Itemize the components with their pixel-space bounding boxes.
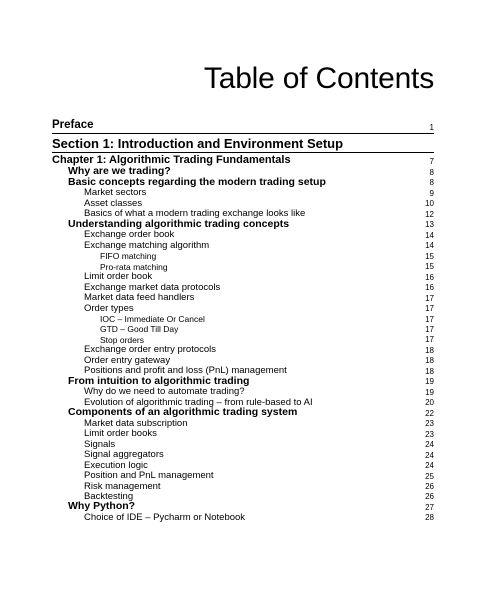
toc-entry[interactable] [0, 355, 486, 365]
toc-list [0, 156, 486, 522]
toc-entry-label: Backtesting [84, 490, 134, 502]
toc-entry-page-number: 18 [425, 366, 434, 376]
toc-entry-label: Pro-rata matching [100, 261, 168, 272]
toc-entry[interactable] [0, 250, 486, 260]
toc-entry-page-number: 17 [425, 293, 434, 303]
toc-entry-page-number: 24 [425, 440, 434, 450]
toc-entry-page-number: 24 [425, 461, 434, 471]
toc-entry-page-number: 23 [425, 419, 434, 429]
toc-entry-page-number: 19 [425, 387, 434, 397]
toc-entry-page-number: 28 [425, 513, 434, 523]
toc-entry-label: Basics of what a modern trading exchange looks like [84, 208, 306, 220]
toc-entry-page-number: 26 [425, 482, 434, 491]
toc-entry-label: Basic concepts regarding the modern trading setup [68, 175, 326, 188]
toc-entry-page-number: 22 [425, 408, 434, 418]
toc-entry-label: Understanding algorithmic trading concepts [68, 217, 290, 230]
toc-entry-label: FIFO matching [100, 251, 157, 262]
toc-entry[interactable] [0, 386, 486, 396]
toc-entry[interactable] [0, 470, 486, 480]
toc-entry-label: Market data feed handlers [84, 292, 195, 304]
toc-entry-page-number: 19 [425, 377, 434, 387]
toc-entry-label: Order entry gateway [84, 354, 171, 366]
toc-entry-page-number: 17 [425, 335, 434, 345]
toc-preface-entry[interactable] [52, 119, 434, 134]
toc-entry[interactable] [0, 240, 486, 250]
toc-entry-page-number: 9 [429, 188, 434, 198]
toc-entry-page-number: 12 [425, 209, 434, 219]
toc-entry[interactable] [0, 439, 486, 449]
toc-entry-page-number: 13 [425, 220, 434, 230]
preface-page-number: 1 [429, 123, 434, 132]
toc-entry-label: Stop orders [100, 334, 144, 345]
section-heading: Section 1: Introduction and Environment Setup [52, 136, 434, 153]
toc-entry-label: Components of an algorithmic trading system [68, 406, 298, 419]
toc-entry-page-number: 26 [425, 492, 434, 502]
toc-entry-page-number: 17 [425, 304, 434, 314]
toc-entry-label: Limit order book [84, 271, 153, 283]
toc-entry[interactable] [0, 313, 486, 323]
toc-entry[interactable] [0, 324, 486, 334]
toc-entry-page-number: 15 [425, 262, 434, 272]
toc-entry-label: Risk management [84, 480, 161, 492]
toc-entry-label: Order types [84, 302, 134, 314]
toc-entry[interactable] [0, 407, 486, 417]
toc-entry-page-number: 16 [425, 283, 434, 293]
toc-entry[interactable] [0, 271, 486, 281]
toc-entry-label: Why Python? [68, 500, 136, 513]
toc-entry[interactable] [0, 187, 486, 197]
toc-entry-label: IOC – Immediate Or Cancel [100, 314, 205, 324]
toc-entry-label: Chapter 1: Algorithmic Trading Fundamentals [52, 154, 291, 167]
toc-entry-label: Execution logic [84, 459, 148, 471]
toc-entry[interactable] [0, 261, 486, 271]
toc-entry-page-number: 27 [425, 502, 434, 512]
toc-entry-label: From intuition to algorithmic trading [68, 374, 250, 387]
toc-entry[interactable] [0, 219, 486, 229]
toc-entry-label: Exchange matching algorithm [84, 239, 210, 251]
toc-entry-page-number: 20 [425, 398, 434, 408]
toc-entry-page-number: 8 [429, 167, 434, 177]
toc-entry-page-number: 24 [425, 450, 434, 460]
toc-entry-label: Signals [84, 438, 116, 450]
toc-entry-page-number: 7 [429, 157, 434, 167]
toc-entry-page-number: 16 [425, 272, 434, 282]
toc-entry[interactable] [0, 460, 486, 470]
toc-entry[interactable] [0, 177, 486, 187]
toc-entry[interactable] [0, 376, 486, 386]
toc-entry[interactable] [0, 198, 486, 208]
toc-entry-label: Market data subscription [84, 417, 188, 429]
toc-entry[interactable] [0, 344, 486, 354]
toc-entry-page-number: 17 [425, 314, 434, 324]
toc-entry-label: Position and PnL management [84, 470, 214, 482]
toc-entry-page-number: 15 [425, 251, 434, 261]
toc-entry[interactable] [0, 229, 486, 239]
toc-entry-page-number: 25 [425, 471, 434, 481]
toc-entry-page-number: 17 [425, 324, 434, 334]
toc-entry-page-number: 18 [425, 345, 434, 355]
toc-entry[interactable] [0, 418, 486, 428]
toc-entry-label: Signal aggregators [84, 449, 164, 461]
toc-entry-label: Why do we need to automate trading? [84, 386, 245, 398]
toc-entry-label: Asset classes [84, 197, 143, 209]
toc-entry[interactable] [0, 282, 486, 292]
toc-entry-label: Choice of IDE – Pycharm or Notebook [84, 511, 246, 523]
toc-entry[interactable] [0, 481, 486, 491]
toc-entry-label: Exchange order book [84, 229, 175, 241]
toc-entry-label: Evolution of algorithmic trading – from rule-based to AI [84, 396, 313, 408]
toc-entry[interactable] [0, 449, 486, 459]
toc-entry[interactable] [0, 334, 486, 344]
toc-entry[interactable] [0, 292, 486, 302]
toc-entry[interactable] [0, 501, 486, 511]
toc-entry-label: Positions and profit and loss (PnL) management [84, 365, 287, 377]
toc-entry-page-number: 14 [425, 241, 434, 251]
toc-entry[interactable] [0, 428, 486, 438]
toc-entry-label: Exchange market data protocols [84, 281, 221, 293]
toc-entry-label: Why are we trading? [68, 165, 171, 178]
toc-entry[interactable] [0, 512, 486, 522]
toc-entry-label: Market sectors [84, 187, 147, 199]
toc-entry-label: GTD – Good Till Day [100, 324, 179, 335]
page-title: Table of Contents [203, 62, 434, 95]
toc-entry-label: Exchange order entry protocols [84, 344, 217, 356]
toc-entry-page-number: 10 [425, 199, 434, 209]
toc-entry-page-number: 14 [425, 230, 434, 240]
toc-entry-page-number: 8 [429, 178, 434, 188]
toc-entry-page-number: 23 [425, 429, 434, 439]
preface-label: Preface [52, 119, 94, 131]
toc-entry-label: Limit order books [84, 428, 157, 440]
toc-entry[interactable] [0, 303, 486, 313]
toc-entry-page-number: 18 [425, 356, 434, 366]
